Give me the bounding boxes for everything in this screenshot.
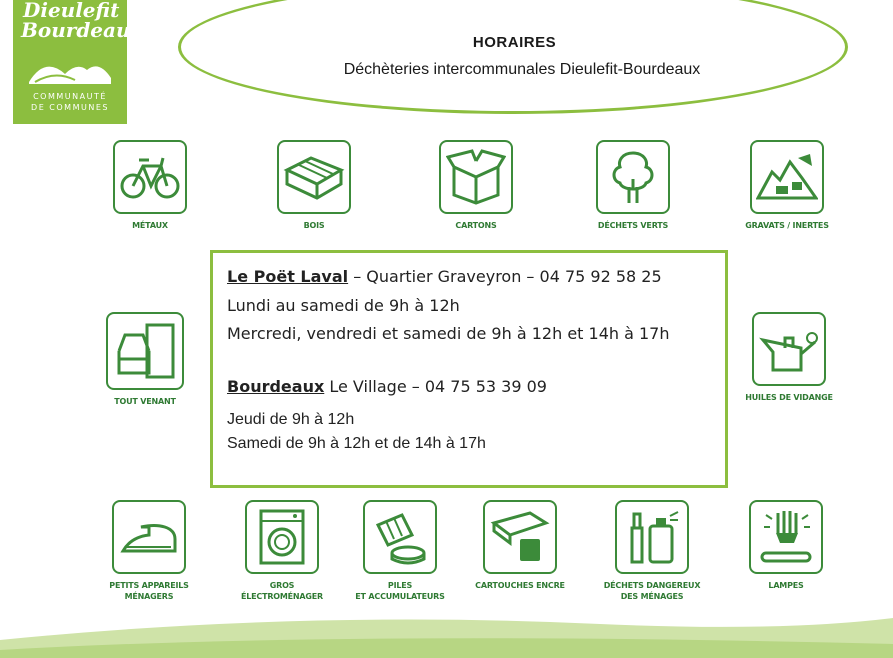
category-label: CARTOUCHES ENCRE	[475, 581, 565, 590]
category-label	[345, 580, 455, 602]
rubble-icon	[756, 152, 818, 202]
site2-hours-1: Jeudi de 9h à 12h	[227, 411, 355, 428]
category-gravats	[732, 140, 842, 231]
pallet-icon	[283, 154, 345, 200]
category-label: LAMPES	[768, 581, 804, 590]
spray-can-icon	[624, 508, 680, 566]
category-label-line1: PETITS APPAREILS	[109, 581, 189, 590]
category-huiles	[734, 312, 844, 403]
category-label-line2: ÉLECTROMÉNAGER	[240, 592, 324, 601]
category-dechets-verts	[578, 140, 688, 231]
iron-icon	[119, 517, 179, 557]
oil-can-icon	[759, 324, 819, 374]
washing-machine-icon	[257, 509, 307, 565]
category-lampes	[731, 500, 841, 591]
category-label	[94, 580, 204, 602]
category-label: GRAVATS / INERTES	[745, 221, 829, 230]
logo-caption1: COMMUNAUTÉ	[33, 92, 107, 101]
category-label	[597, 580, 707, 602]
cardboard-box-icon	[446, 149, 506, 205]
site2-header	[227, 377, 547, 396]
header-ellipse	[178, 0, 848, 114]
page-title: HORAIRES	[472, 34, 557, 51]
category-piles	[345, 500, 455, 602]
site1-name: Le Poët Laval	[227, 267, 349, 286]
category-petits-appareils	[94, 500, 204, 602]
category-label: BOIS	[303, 221, 325, 230]
schedule-box	[210, 250, 728, 488]
category-label: HUILES DE VIDANGE	[745, 393, 833, 402]
ink-cartridge-icon	[490, 509, 550, 565]
category-metaux	[95, 140, 205, 231]
category-label: CARTONS	[455, 221, 497, 230]
armchair-icon	[113, 321, 177, 381]
category-label-line1: PILES	[387, 581, 413, 590]
category-tout-venant	[90, 312, 200, 407]
logo-caption2: DE COMMUNES	[31, 103, 109, 112]
site1-header	[227, 267, 662, 286]
site1-address: – Quartier Graveyron – 04 75 92 58 25	[348, 267, 662, 286]
category-label: MÉTAUX	[132, 221, 168, 230]
category-label	[227, 580, 337, 602]
category-label-line1: GROS	[269, 581, 295, 590]
site2-name: Bourdeaux	[227, 377, 325, 396]
tree-icon	[608, 149, 658, 205]
bicycle-icon	[119, 152, 181, 202]
category-cartons	[421, 140, 531, 231]
category-label-line2: MÉNAGERS	[124, 592, 174, 601]
category-dangereux	[597, 500, 707, 602]
light-bulb-icon	[758, 507, 814, 567]
category-bois	[259, 140, 369, 231]
category-label-line2: ET ACCUMULATEURS	[355, 592, 445, 601]
category-label-line1: DÉCHETS DANGEREUX	[603, 581, 701, 590]
page-subtitle: Déchèteries intercommunales Dieulefit-Bourdeaux	[343, 61, 701, 78]
battery-icon	[372, 509, 428, 565]
site2-hours-2: Samedi de 9h à 12h et de 14h à 17h	[227, 435, 486, 452]
site1-hours-1: Lundi au samedi de 9h à 12h	[227, 296, 460, 315]
decorative-wave	[0, 600, 893, 658]
logo-line2: Bourdeaux	[21, 18, 143, 42]
category-label-line2: DES MÉNAGES	[620, 592, 684, 601]
category-label: TOUT VENANT	[114, 397, 176, 406]
logo-line1: Dieulefit	[23, 0, 120, 22]
site2-address: Le Village – 04 75 53 39 09	[324, 377, 547, 396]
category-cartouches	[465, 500, 575, 591]
site1-hours-2: Mercredi, vendredi et samedi de 9h à 12h et 14h à 17h	[227, 324, 670, 343]
category-gros-electro	[227, 500, 337, 602]
category-label: DÉCHETS VERTS	[597, 221, 669, 230]
